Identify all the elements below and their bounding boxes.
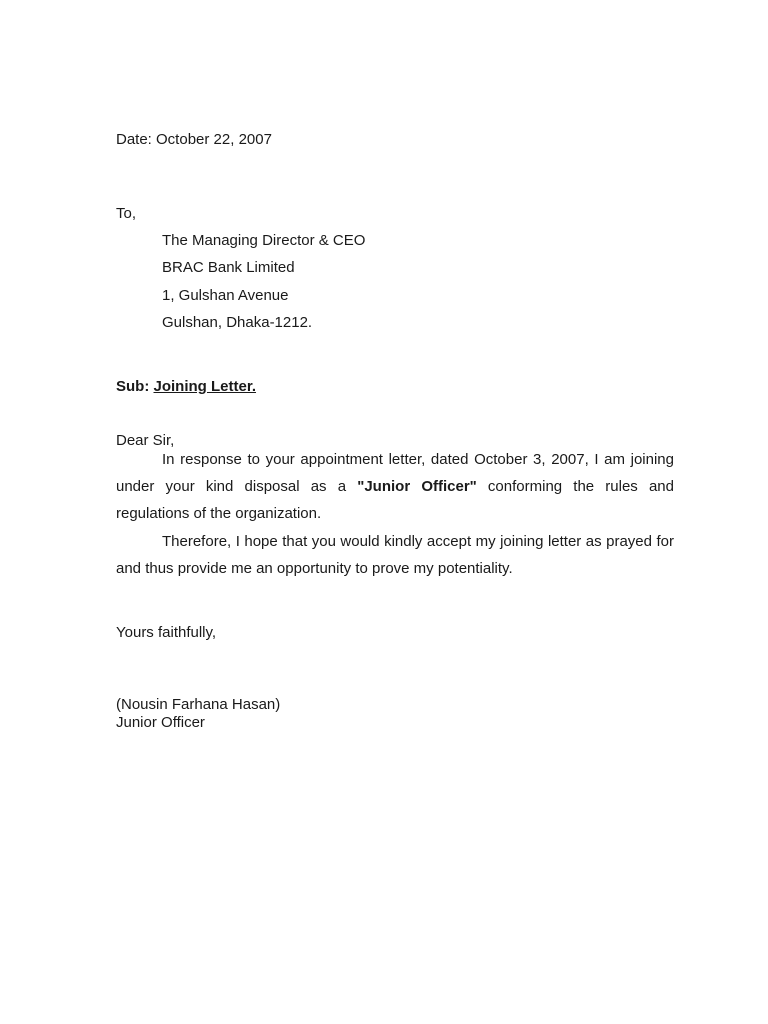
date-line: Date: October 22, 2007 <box>116 131 272 148</box>
subject-label: Sub: <box>116 378 150 395</box>
position-title-bold: "Junior Officer" <box>357 478 477 495</box>
subject-line <box>116 378 256 396</box>
signature-name: (Nousin Farhana Hasan) <box>116 696 281 713</box>
subject-value: Joining Letter. <box>153 378 257 395</box>
recipient-to-line: To, <box>116 205 137 222</box>
address-line-city: Gulshan, Dhaka-1212. <box>162 314 313 331</box>
paragraph-2-text: Therefore, I hope that you would kindly accept my joining letter as prayed for and thus provide me an opportunity to prove my potentiality. <box>116 533 674 577</box>
salutation: Dear Sir, <box>116 432 175 449</box>
address-line-recipient: The Managing Director & CEO <box>162 232 366 249</box>
signature-title: Junior Officer <box>116 714 205 731</box>
closing-line: Yours faithfully, <box>116 624 217 641</box>
paragraph-1-text-start: In response to your appointment letter, dated October 3, 2007, I am joining under your kind disposal as a <box>116 451 674 495</box>
paragraph-1-text-end: conforming the rules and regulations of the organization. <box>116 478 674 522</box>
body-paragraph-1 <box>116 446 674 527</box>
body-paragraph-2 <box>116 528 674 582</box>
address-line-company: BRAC Bank Limited <box>162 259 295 276</box>
address-line-street: 1, Gulshan Avenue <box>162 287 289 304</box>
